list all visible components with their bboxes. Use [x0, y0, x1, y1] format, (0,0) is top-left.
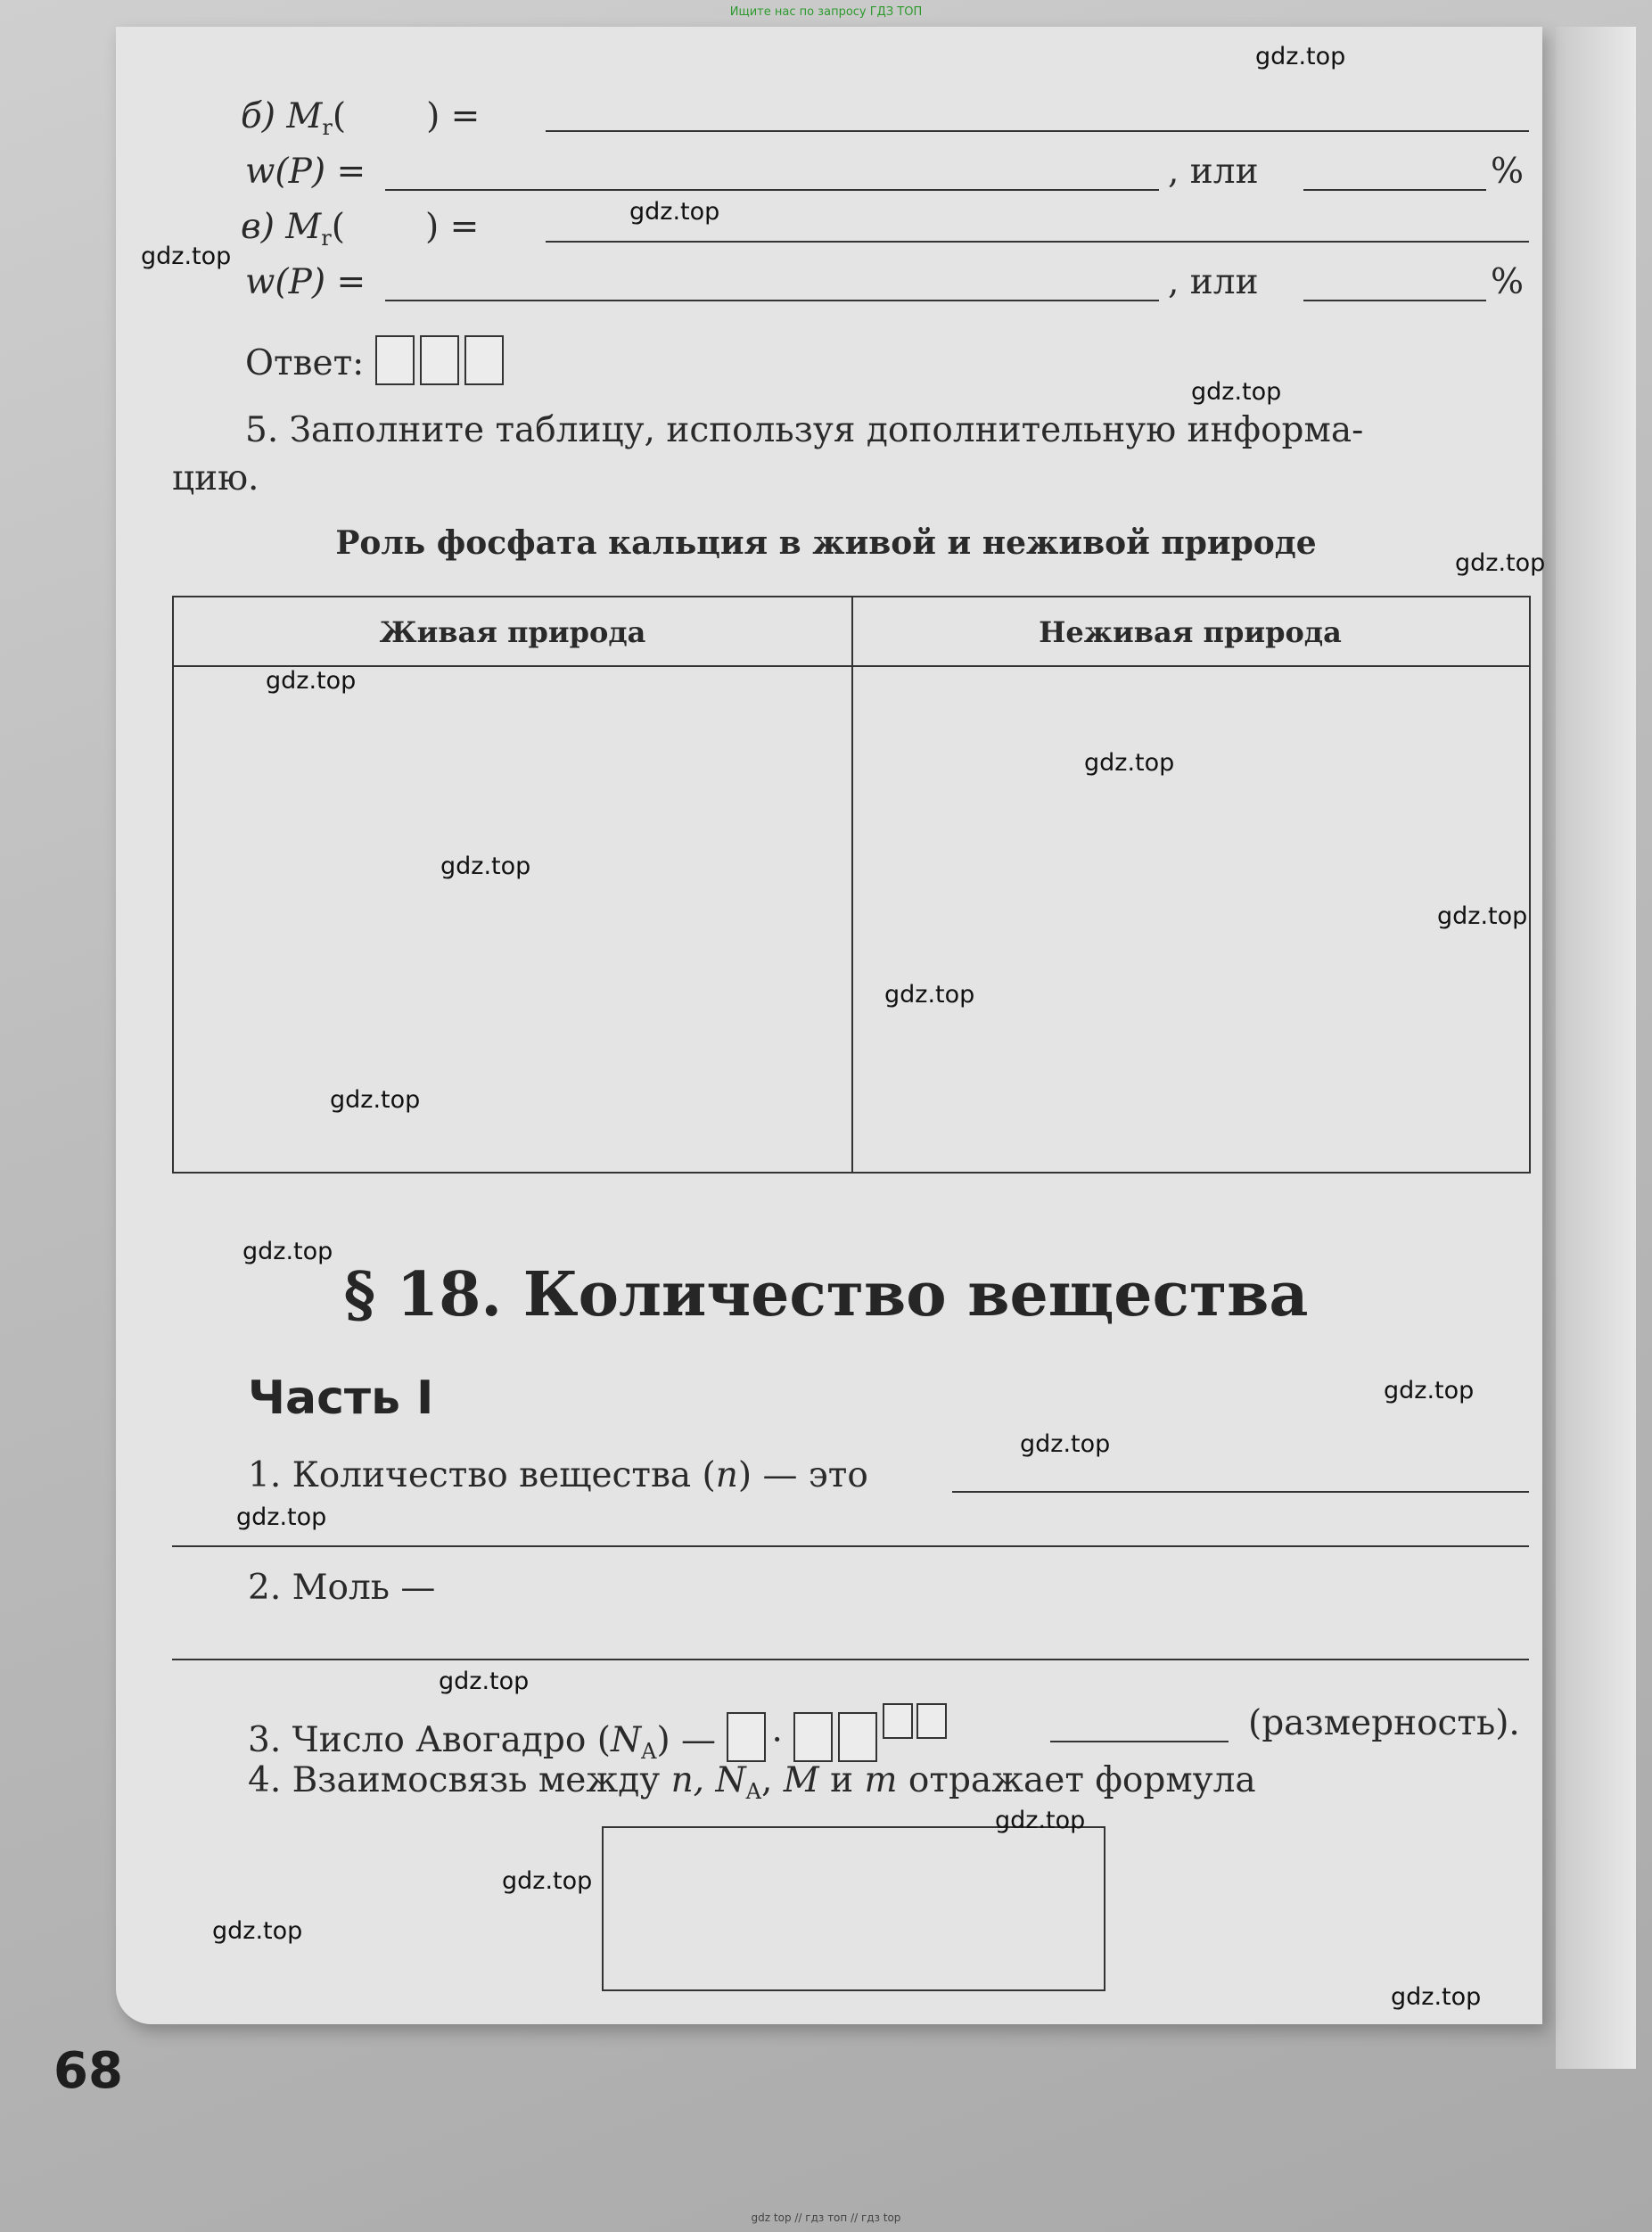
- watermark: gdz.top: [629, 198, 720, 226]
- task5-text-1: 5. Заполните таблицу, используя дополнительную информа-: [245, 410, 1364, 450]
- col-header-nonliving: Неживая природа: [1039, 615, 1342, 649]
- watermark: gdz.top: [330, 1086, 421, 1114]
- v-mr-line: в) $M_r$( ) =: [241, 207, 480, 251]
- q2-blank[interactable]: [172, 1659, 1529, 1660]
- watermark: gdz.top: [884, 981, 975, 1009]
- avogadro-box-3[interactable]: [838, 1712, 877, 1762]
- b-w-line: w(P) =: [245, 152, 366, 192]
- watermark: gdz.top: [1391, 1983, 1482, 2011]
- watermark: gdz.top: [1437, 902, 1528, 930]
- avogadro-box-2[interactable]: [793, 1712, 833, 1762]
- watermark: gdz.top: [1020, 1430, 1111, 1458]
- watermark: gdz.top: [1455, 549, 1546, 577]
- multiply-dot: ·: [771, 1720, 783, 1760]
- answer-label: Ответ:: [245, 343, 365, 383]
- top-banner[interactable]: Ищите нас по запросу ГДЗ ТОП: [729, 5, 923, 19]
- q1-blank-1[interactable]: [952, 1491, 1529, 1493]
- page-number: 68: [53, 2042, 123, 2100]
- watermark: gdz.top: [242, 1238, 333, 1265]
- b-percent: %: [1491, 152, 1525, 192]
- b-or-text: , или: [1168, 152, 1259, 192]
- watermark: gdz.top: [502, 1867, 593, 1895]
- answer-box-2[interactable]: [420, 335, 459, 385]
- watermark: gdz.top: [1084, 749, 1175, 777]
- cell-nonliving[interactable]: [853, 667, 1531, 1174]
- watermark: gdz.top: [1191, 378, 1282, 406]
- question-2: 2. Моль —: [248, 1568, 436, 1608]
- bottom-banner[interactable]: gdz top // гдз топ // гдз top: [751, 2211, 901, 2224]
- b-mr-blank[interactable]: [546, 130, 1529, 132]
- watermark: gdz.top: [439, 1668, 530, 1695]
- formula-box[interactable]: [602, 1826, 1105, 1991]
- v-mr-blank[interactable]: [546, 241, 1529, 243]
- watermark: gdz.top: [212, 1917, 303, 1945]
- part-title: Часть I: [248, 1371, 434, 1425]
- b-mr-line: б) $M_r$( ) =: [241, 96, 481, 140]
- exponent-box-1[interactable]: [883, 1703, 913, 1739]
- q1-blank-2[interactable]: [172, 1545, 1529, 1547]
- col-header-living: Живая природа: [379, 615, 646, 649]
- v-w-line: w(P) =: [245, 262, 366, 302]
- v-w-blank[interactable]: [385, 300, 1159, 301]
- avogadro-box-1[interactable]: [727, 1712, 766, 1762]
- v-or-text: , или: [1168, 262, 1259, 302]
- next-page-edge: [1556, 27, 1636, 2069]
- exponent-box-2[interactable]: [916, 1703, 947, 1739]
- question-4: 4. Взаимосвязь между n, $N_A$, M и m отражает формула: [248, 1760, 1256, 1804]
- b-percent-blank[interactable]: [1303, 189, 1486, 191]
- table-caption: Роль фосфата кальция в живой и неживой природе: [335, 524, 1317, 562]
- task5-text-2: цию.: [172, 458, 259, 498]
- question-3: 3. Число Авогадро $(N_A)$ — ·: [248, 1703, 950, 1764]
- watermark: gdz.top: [440, 852, 531, 880]
- watermark: gdz.top: [1384, 1377, 1475, 1404]
- answer-row: [245, 335, 509, 385]
- watermark: gdz.top: [266, 667, 357, 695]
- q3-units-label: (размерность).: [1248, 1703, 1520, 1743]
- watermark: gdz.top: [1255, 43, 1346, 70]
- v-percent-blank[interactable]: [1303, 300, 1486, 301]
- question-1: 1. Количество вещества (n) — это: [248, 1455, 868, 1495]
- watermark: gdz.top: [995, 1807, 1086, 1834]
- watermark: gdz.top: [236, 1503, 327, 1531]
- watermark: gdz.top: [141, 243, 232, 270]
- answer-box-3[interactable]: [464, 335, 504, 385]
- cell-living[interactable]: [174, 667, 851, 1174]
- answer-box-1[interactable]: [375, 335, 415, 385]
- units-blank[interactable]: [1050, 1741, 1229, 1742]
- v-percent: %: [1491, 262, 1525, 302]
- b-w-blank[interactable]: [385, 189, 1159, 191]
- section-title: § 18. Количество вещества: [343, 1259, 1309, 1330]
